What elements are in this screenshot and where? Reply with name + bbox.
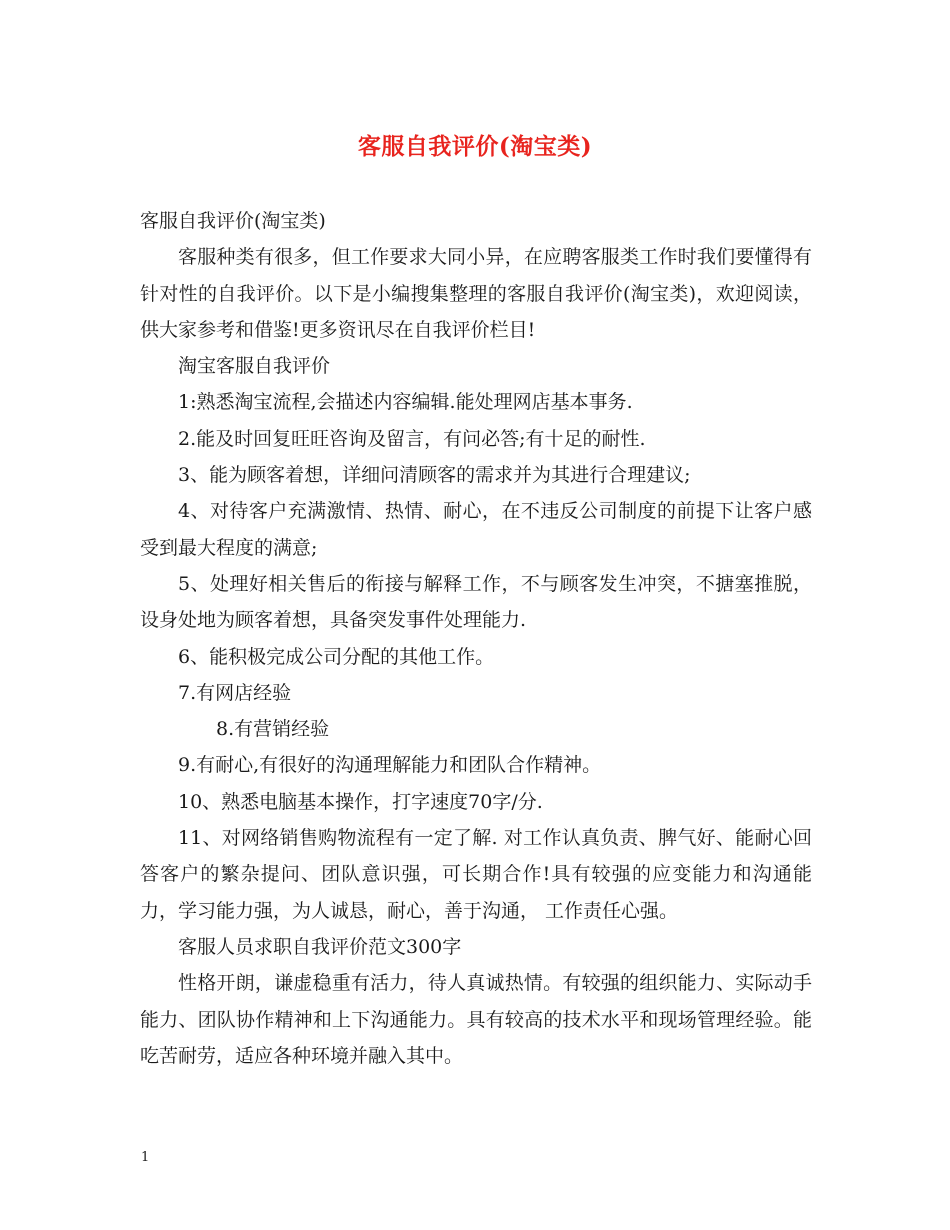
paragraph-subheading: 淘宝客服自我评价: [178, 355, 331, 378]
list-item: 5、处理好相关售后的衔接与解释工作，不与顾客发生冲突，不搪塞推脱，设身处地为顾客着想，具备突发事件处理能力.: [140, 572, 812, 632]
paragraph-heading: 客服自我评价(淘宝类): [140, 210, 326, 232]
list-item: 3、能为顾客着想，详细问清顾客的需求并为其进行合理建议;: [178, 464, 691, 487]
paragraph-body: 性格开朗，谦虚稳重有活力，待人真诚热情。有较强的组织能力、实际动手能力、团队协作精神和上下沟通能力。具有较高的技术水平和现场管理经验。能吃苦耐劳，适应各种环境并融入其中。: [140, 972, 812, 1067]
list-item: 9.有耐心,有很好的沟通理解能力和团队合作精神。: [178, 754, 602, 777]
list-item: 6、能积极完成公司分配的其他工作。: [178, 645, 495, 668]
list-item: 2.能及时回复旺旺咨询及留言，有问必答;有十足的耐性.: [178, 427, 646, 450]
document-body: [140, 203, 812, 1074]
list-item: 4、对待客户充满激情、热情、耐心，在不违反公司制度的前提下让客户感受到最大程度的满意;: [140, 500, 812, 559]
paragraph-subheading: 客服人员求职自我评价范文300字: [178, 935, 462, 958]
document-title: 客服自我评价(淘宝类): [357, 133, 593, 160]
page-number: 1: [141, 1150, 150, 1165]
list-item: 1:熟悉淘宝流程,会描述内容编辑.能处理网店基本事务.: [178, 391, 633, 414]
paragraph-intro: 客服种类有很多，但工作要求大同小异，在应聘客服类工作时我们要懂得有针对性的自我评价。以下是小编搜集整理的客服自我评价(淘宝类)，欢迎阅读，供大家参考和借鉴!更多资讯尽在自我评价栏目!: [140, 246, 812, 341]
list-item: 7.有网店经验: [178, 681, 292, 704]
list-item: 8.有营销经验: [216, 718, 330, 741]
list-item: 11、对网络销售购物流程有一定了解. 对工作认真负责、脾气好、能耐心回答客户的繁杂提问、团队意识强，可长期合作!具有较强的应变能力和沟通能力，学习能力强，为人诚恳，耐心，善于沟通， 工作责任心强。: [140, 827, 812, 922]
list-item: 10、熟悉电脑基本操作，打字速度70字/分.: [178, 790, 543, 813]
